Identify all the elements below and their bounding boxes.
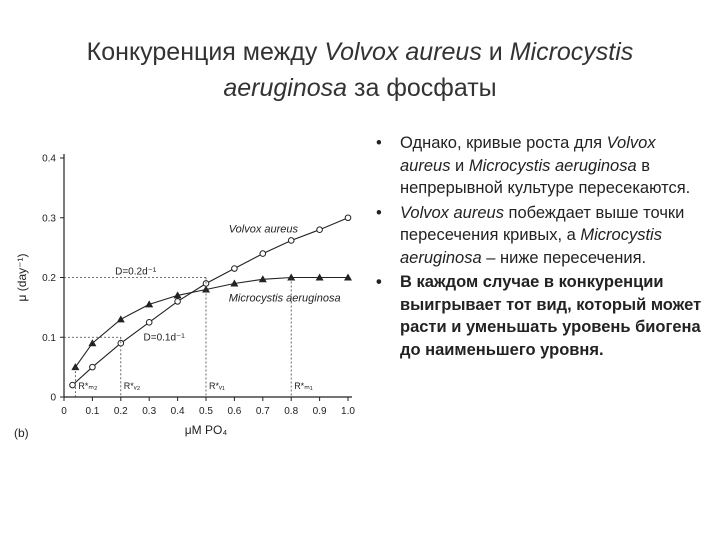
bullet-text: Microcystis aeruginosa — [400, 226, 662, 267]
x-tick-label: 0.8 — [284, 406, 299, 417]
title-line-1 — [60, 34, 660, 70]
bullet-text: побеждает выше точки пересечения кривых, а — [400, 203, 685, 244]
volvox-point — [146, 320, 152, 326]
bullet-text: – ниже пересечения. — [481, 248, 647, 267]
dilution-label: D=0.2d⁻¹ — [115, 266, 157, 278]
volvox-point — [90, 364, 96, 370]
r-star-label: R*ᵥ₂ — [123, 381, 141, 391]
series-label-volvox: Volvox aureus — [228, 223, 299, 236]
growth-curve-chart — [0, 140, 370, 460]
x-tick-label: 0.5 — [199, 406, 213, 417]
bullet-text: Microcystis aeruginosa — [468, 156, 637, 175]
dilution-label: D=0.1d⁻¹ — [143, 332, 185, 344]
title-fragment: Конкуренция между — [86, 38, 325, 66]
x-tick-label: 0.6 — [227, 406, 242, 417]
title-fragment: и — [481, 38, 510, 66]
y-axis-label: μ (day⁻¹) — [15, 253, 29, 302]
y-tick-label: 0 — [50, 392, 56, 404]
title-fragment: aeruginosa — [223, 74, 348, 102]
bullet-item — [370, 132, 710, 200]
bullet-text: и — [450, 156, 469, 175]
bullet-item — [370, 271, 710, 361]
r-star-label: R*ₘ₁ — [294, 381, 313, 391]
bullet-text: Volvox aureus — [400, 203, 504, 222]
y-tick-label: 0.2 — [42, 273, 56, 284]
series-label-microcystis: Microcystis aeruginosa — [228, 292, 341, 305]
volvox-point — [345, 215, 351, 221]
volvox-point — [317, 227, 323, 233]
x-tick-label: 0.2 — [113, 406, 128, 417]
x-tick-label: 0 — [61, 406, 67, 417]
volvox-point — [70, 382, 76, 388]
bullet-dot-icon: • — [376, 134, 382, 152]
r-star-label: R*ₘ₂ — [78, 381, 98, 391]
microcystis-curve — [75, 278, 348, 368]
y-tick-label: 0.1 — [42, 332, 56, 344]
title-fragment: за фосфаты — [347, 74, 497, 102]
title-line-2 — [60, 70, 660, 106]
bullet-text: В каждом случае в конкуренции выигрывает тот вид, который может расти и уменьшать уровень биогена до наименьшего уровня. — [400, 273, 702, 359]
x-axis-label: μM PO₄ — [184, 423, 228, 437]
volvox-point — [260, 251, 266, 257]
x-tick-label: 0.1 — [85, 406, 100, 417]
volvox-point — [232, 266, 238, 272]
microcystis-point — [117, 315, 125, 322]
x-tick-label: 0.3 — [142, 406, 157, 417]
x-tick-label: 1.0 — [341, 406, 355, 417]
volvox-point — [175, 299, 181, 305]
r-star-label: R*ᵥ₁ — [209, 381, 225, 391]
bullet-text: Однако, кривые роста для — [400, 134, 607, 152]
bullet-text: Volvox aureus — [400, 134, 656, 175]
y-tick-label: 0.4 — [42, 153, 56, 165]
bullet-dot-icon: • — [376, 273, 382, 291]
slide-title — [60, 34, 660, 106]
title-fragment: Volvox aureus — [324, 38, 482, 66]
x-tick-label: 0.9 — [312, 406, 327, 417]
title-fragment: Microcystis — [509, 38, 634, 66]
panel-label: (b) — [14, 426, 29, 440]
x-tick-label: 0.7 — [255, 406, 270, 417]
y-tick-label: 0.3 — [42, 213, 56, 225]
volvox-point — [288, 238, 294, 244]
bullet-dot-icon: • — [376, 203, 382, 222]
bullet-list — [370, 132, 710, 363]
x-tick-label: 0.4 — [170, 406, 185, 417]
bullet-text: в непрерывной культуре пересекаются. — [400, 156, 691, 197]
bullet-item — [370, 202, 710, 270]
